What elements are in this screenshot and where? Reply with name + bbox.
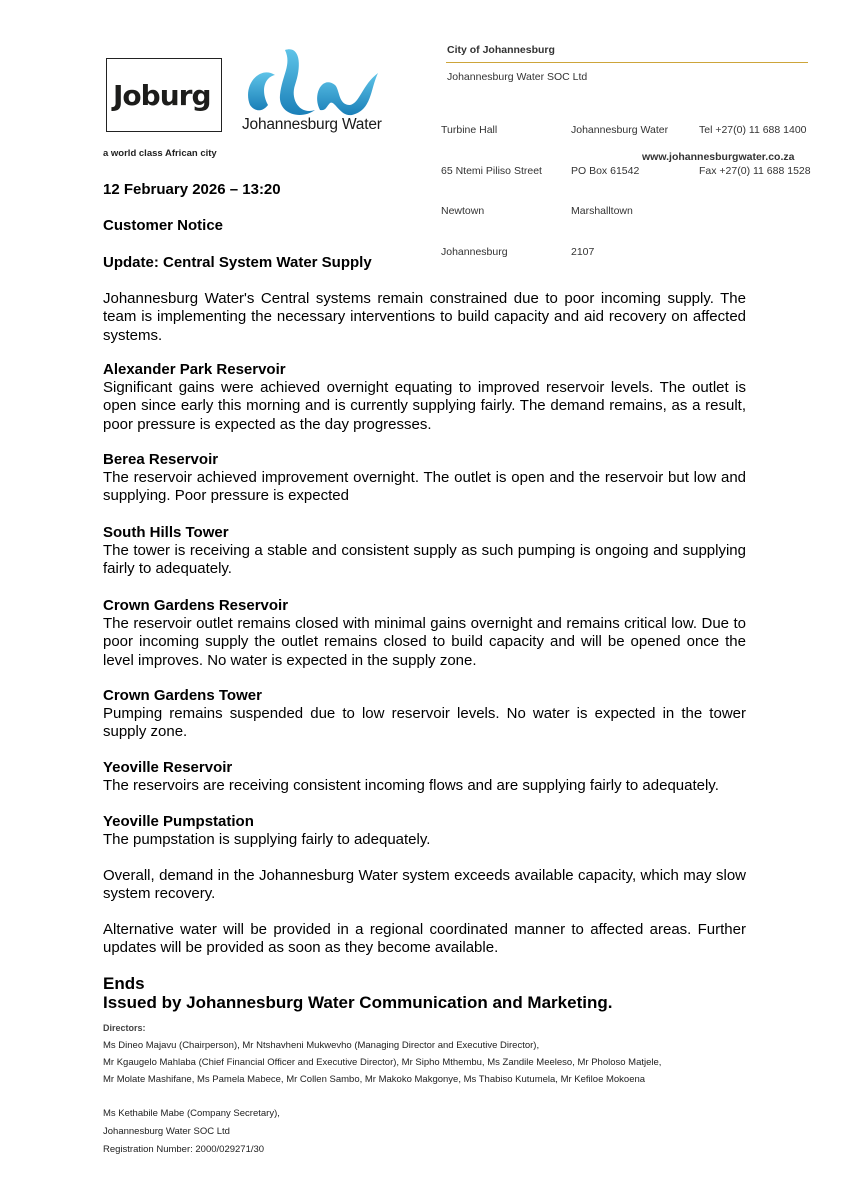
address-line: 2107 <box>571 245 595 258</box>
section-body: The reservoir achieved improvement overnight. The outlet is open and the reservoir but low and supplying. Poor pressure is expected <box>103 469 746 505</box>
contact-numbers <box>699 97 811 192</box>
section-heading: Yeoville Pumpstation <box>103 813 254 830</box>
telephone: Tel +27(0) 11 688 1400 <box>699 124 807 136</box>
section-heading: Berea Reservoir <box>103 451 219 468</box>
joburg-logo-text: Joburg <box>113 79 211 112</box>
directors-label: Directors: <box>103 1023 146 1033</box>
address-line: PO Box 61542 <box>571 164 640 177</box>
address-line: Johannesburg <box>441 245 508 258</box>
notice-type: Customer Notice <box>103 217 224 234</box>
section-heading: Yeoville Reservoir <box>103 759 233 776</box>
section-heading: Crown Gardens Tower <box>103 687 262 704</box>
section-body: Pumping remains suspended due to low reservoir levels. No water is expected in the tower supply zone. <box>103 705 746 741</box>
registration-number: Registration Number: 2000/029271/30 <box>103 1144 265 1155</box>
ends-label: Ends <box>103 974 145 993</box>
section-heading: South Hills Tower <box>103 524 229 541</box>
alternative-paragraph: Alternative water will be provided in a regional coordinated manner to affected areas. Further updates will be provided as soon as they become available. <box>103 921 746 957</box>
johannesburg-water-wordmark: Johannesburg Water <box>242 116 382 133</box>
website-link[interactable]: www.johannesburgwater.co.za <box>642 151 795 163</box>
joburg-logo <box>106 58 222 132</box>
address-line: Johannesburg Water <box>571 124 669 136</box>
address-line: Newtown <box>441 205 485 217</box>
notice-title: Update: Central System Water Supply <box>103 254 372 271</box>
fax: Fax +27(0) 11 688 1528 <box>699 164 811 177</box>
section-body: The reservoirs are receiving consistent incoming flows and are supplying fairly to adequately. <box>103 777 719 794</box>
issued-by: Issued by Johannesburg Water Communication and Marketing. <box>103 993 613 1012</box>
footer-company: Johannesburg Water SOC Ltd <box>103 1126 230 1137</box>
section-body: The reservoir outlet remains closed with minimal gains overnight and remains critical low. Due to poor incoming supply the outlet remains closed to build capacity and will be opened once the level improves. No water is expected in the supply zone. <box>103 615 746 669</box>
header-divider <box>446 62 808 63</box>
company-secretary: Ms Kethabile Mabe (Company Secretary), <box>103 1108 280 1119</box>
joburg-tagline: a world class African city <box>103 148 217 159</box>
address-line: 65 Ntemi Piliso Street <box>441 164 542 177</box>
section-body: The tower is receiving a stable and consistent supply as such pumping is ongoing and supplying fairly to adequately. <box>103 542 746 578</box>
city-name: City of Johannesburg <box>447 44 555 56</box>
overall-paragraph: Overall, demand in the Johannesburg Water system exceeds available capacity, which may slow system recovery. <box>103 867 746 903</box>
notice-date: 12 February 2026 – 13:20 <box>103 181 281 198</box>
water-wave-icon <box>248 72 275 110</box>
section-heading: Crown Gardens Reservoir <box>103 597 289 614</box>
section-body: The pumpstation is supplying fairly to adequately. <box>103 831 431 848</box>
section-heading: Alexander Park Reservoir <box>103 361 286 378</box>
section-body: Significant gains were achieved overnight equating to improved reservoir levels. The outlet is open since early this morning and is currently supplying fairly. The demand remains, as a result, poor pressure is expected as the day progresses. <box>103 379 746 433</box>
address-line: Turbine Hall <box>441 124 498 136</box>
directors-line: Ms Dineo Majavu (Chairperson), Mr Ntshavheni Mukwevho (Managing Director and Executive Director), <box>103 1040 540 1051</box>
directors-line: Mr Molate Mashifane, Ms Pamela Mabece, Mr Collen Sambo, Mr Makoko Makgonye, Ms Thabiso Kutumela, Mr Kefiloe Mokoena <box>103 1074 646 1085</box>
directors-line: Mr Kgaugelo Mahlaba (Chief Financial Officer and Executive Director), Mr Sipho Mthembu, Ms Zandile Meeleso, Mr Pholoso Matjele, <box>103 1057 662 1068</box>
company-name: Johannesburg Water SOC Ltd <box>447 71 588 83</box>
intro-paragraph: Johannesburg Water's Central systems remain constrained due to poor incoming supply. The team is implementing the necessary interventions to build capacity and aid recovery on affected systems. <box>103 290 746 344</box>
address-line: Marshalltown <box>571 205 633 217</box>
